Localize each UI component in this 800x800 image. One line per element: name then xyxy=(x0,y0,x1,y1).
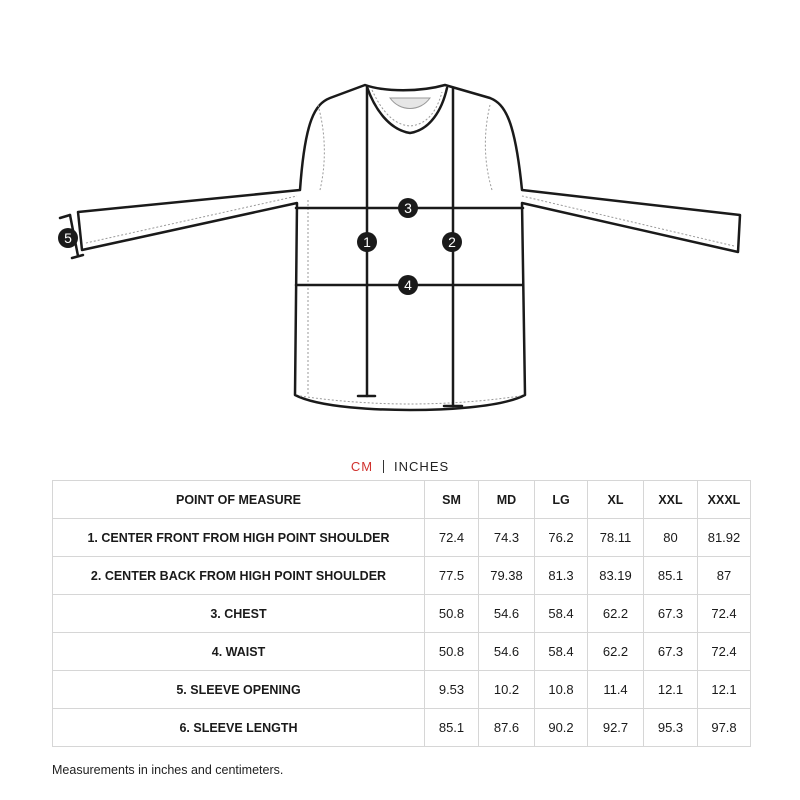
table-cell: 85.1 xyxy=(644,557,698,595)
table-cell: 81.92 xyxy=(698,519,751,557)
table-cell: 12.1 xyxy=(698,671,751,709)
header-size-xl: XL xyxy=(588,481,644,519)
svg-text:3: 3 xyxy=(404,200,412,216)
table-cell: 85.1 xyxy=(425,709,479,747)
table-cell: 97.8 xyxy=(698,709,751,747)
svg-text:4: 4 xyxy=(404,277,412,293)
table-cell: 72.4 xyxy=(425,519,479,557)
table-header-row xyxy=(53,481,751,519)
row-label: 2. CENTER BACK FROM HIGH POINT SHOULDER xyxy=(53,557,425,595)
row-label: 1. CENTER FRONT FROM HIGH POINT SHOULDER xyxy=(53,519,425,557)
table-cell: 83.19 xyxy=(588,557,644,595)
table-cell: 79.38 xyxy=(479,557,535,595)
table-row xyxy=(53,557,751,595)
table-cell: 72.4 xyxy=(698,633,751,671)
table-cell: 62.2 xyxy=(588,633,644,671)
table-cell: 76.2 xyxy=(535,519,588,557)
unit-inches-toggle[interactable]: INCHES xyxy=(394,459,450,474)
table-cell: 87 xyxy=(698,557,751,595)
header-size-lg: LG xyxy=(535,481,588,519)
table-cell: 95.3 xyxy=(644,709,698,747)
header-size-xxxl: XXXL xyxy=(698,481,751,519)
marker-5 xyxy=(58,228,78,248)
table-cell: 54.6 xyxy=(479,633,535,671)
table-row xyxy=(53,633,751,671)
marker-4 xyxy=(398,275,418,295)
header-size-md: MD xyxy=(479,481,535,519)
table-cell: 58.4 xyxy=(535,633,588,671)
table-cell: 72.4 xyxy=(698,595,751,633)
table-cell: 12.1 xyxy=(644,671,698,709)
table-cell: 87.6 xyxy=(479,709,535,747)
unit-cm-toggle[interactable]: CM xyxy=(350,459,374,474)
marker-2 xyxy=(442,232,462,252)
table-row xyxy=(53,519,751,557)
table-row xyxy=(53,595,751,633)
table-cell: 78.11 xyxy=(588,519,644,557)
table-cell: 67.3 xyxy=(644,633,698,671)
table-cell: 67.3 xyxy=(644,595,698,633)
header-size-sm: SM xyxy=(425,481,479,519)
table-cell: 50.8 xyxy=(425,633,479,671)
table-cell: 11.4 xyxy=(588,671,644,709)
svg-text:5: 5 xyxy=(64,230,72,246)
table-cell: 77.5 xyxy=(425,557,479,595)
table-row xyxy=(53,671,751,709)
table-cell: 90.2 xyxy=(535,709,588,747)
unit-toggle xyxy=(0,459,800,474)
table-cell: 80 xyxy=(644,519,698,557)
table-cell: 62.2 xyxy=(588,595,644,633)
table-cell: 10.8 xyxy=(535,671,588,709)
header-point-of-measure: POINT OF MEASURE xyxy=(53,481,425,519)
row-label: 3. CHEST xyxy=(53,595,425,633)
table-row xyxy=(53,709,751,747)
table-cell: 54.6 xyxy=(479,595,535,633)
row-label: 6. SLEEVE LENGTH xyxy=(53,709,425,747)
table-cell: 81.3 xyxy=(535,557,588,595)
svg-text:1: 1 xyxy=(363,234,371,250)
table-cell: 50.8 xyxy=(425,595,479,633)
row-label: 4. WAIST xyxy=(53,633,425,671)
size-chart-table xyxy=(52,480,751,747)
header-size-xxl: XXL xyxy=(644,481,698,519)
table-cell: 9.53 xyxy=(425,671,479,709)
table-cell: 74.3 xyxy=(479,519,535,557)
table-cell: 10.2 xyxy=(479,671,535,709)
table-cell: 58.4 xyxy=(535,595,588,633)
footnote: Measurements in inches and centimeters. xyxy=(52,763,284,777)
marker-1 xyxy=(357,232,377,252)
table-cell: 92.7 xyxy=(588,709,644,747)
svg-text:2: 2 xyxy=(448,234,456,250)
unit-separator xyxy=(383,460,384,473)
marker-3 xyxy=(398,198,418,218)
row-label: 5. SLEEVE OPENING xyxy=(53,671,425,709)
